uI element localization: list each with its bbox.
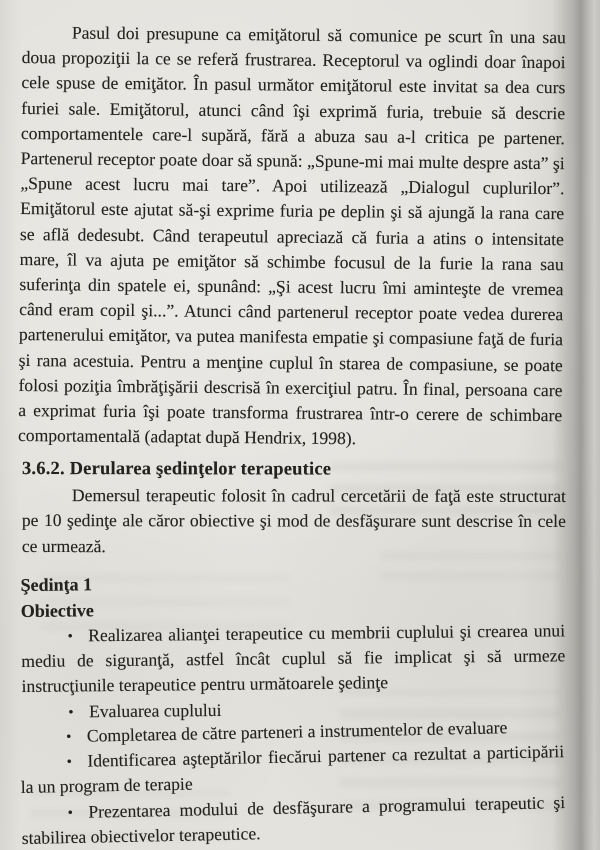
objectives-heading: Obiective: [20, 600, 94, 622]
bullet-icon: •: [67, 803, 74, 821]
objective-text: Prezentarea modului de desfăşurare a programului terapeutic şi stabilirea obiectivelor terapeutice.: [21, 791, 566, 848]
objective-text: Realizarea alianţei terapeutice cu membrii cuplului şi crearea unui mediu de siguranţă, astfel încât cuplul să fie implicat şi să urmeze instrucţiunile terapeutice pentru următoarele şedinţe: [21, 620, 566, 697]
page-text-block: [17, 20, 566, 850]
objective-text: Identificarea aşteptărilor fiecărui partener ca rezultat a participării la un program de terapie: [20, 741, 565, 798]
bullet-icon: •: [68, 702, 74, 720]
session-1-title: Şedinţa 1: [20, 574, 93, 596]
objective-item: [21, 619, 566, 700]
paragraph-step-two: Pasul doi presupune ca emiţătorul să comunice pe scurt în una sau doua propoziţii la ce se referă frustrarea. Receptorul va oglindi doar înapoi cele spuse de emiţător. În pasul următor emiţătorul este invitat sa dea curs furiei sale. Emiţătorul, atunci când îşi exprimă furia, trebuie să descrie comportamentele care-l supără, fără a abuza sau a-l critica pe partener. Partenerul receptor poate doar să spună: „Spune-mi mai multe despre asta” şi „Spune acest lucru mai tare”. Apoi utilizează „Dialogul cuplurilor”. Emiţătorul este ajutat să-şi exprime furia pe deplin şi să ajungă la rana care se află dedesubt. Când terapeutul apreciază că furia a atins o intensitate mare, îl va ajuta pe emiţător să schimbe focusul de la furie la rana sau suferinţa din spatele ei, spunând: „Şi acest lucru îmi aminteşte de vremea când eram copil şi...”. Atunci când partenerul receptor poate vedea durerea partenerului emiţător, va putea manifesta empatie şi compasiune faţă de furia şi rana acestuia. Pentru a menţine cuplul în starea de compasiune, se poate folosi poziţia îmbrăţişării descrisă în exerciţiul patru. În final, persoana care a exprimat furia îşi poate transforma frustrarea într-o cerere de schimbare comportamentală (adaptat după Hendrix, 1998).: [17, 22, 566, 449]
objective-text: Completarea de către parteneri a instrumentelor de evaluare: [86, 717, 508, 746]
objective-text: Evaluarea cuplului: [88, 699, 222, 722]
objective-item: [21, 790, 566, 850]
bullet-icon: •: [65, 727, 72, 745]
bullet-icon: •: [66, 752, 73, 770]
bullet-icon: •: [67, 627, 73, 645]
section-heading: 3.6.2. Derularea şedinţelor terapeutice: [21, 459, 332, 480]
section-intro-paragraph: Demersul terapeutic folosit în cadrul cercetării de faţă este structurat pe 10 şedinţe ale căror obiective şi mod de desfăşurare sunt descrise în cele ce urmează.: [21, 485, 566, 557]
